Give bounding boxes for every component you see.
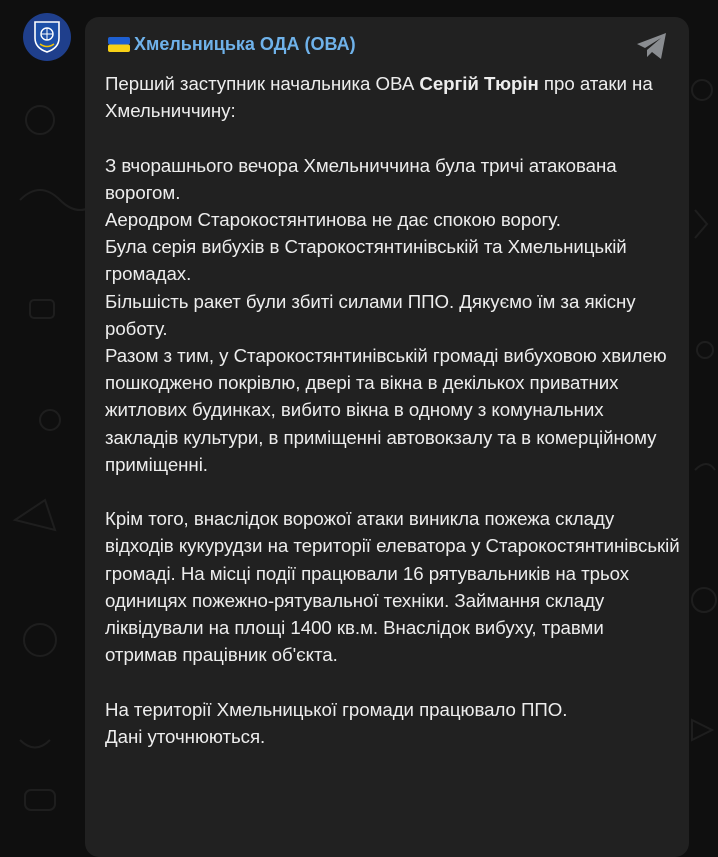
regional-emblem-icon xyxy=(32,20,62,54)
share-button[interactable] xyxy=(635,31,669,61)
message-paragraph: З вчорашнього вечора Хмельниччина була тричі атакована ворогом. xyxy=(105,154,617,203)
channel-avatar[interactable] xyxy=(23,13,71,61)
ukraine-flag-icon xyxy=(108,37,130,52)
message-bubble xyxy=(85,17,689,857)
message-paragraph: Аеродром Старокостянтинова не дає спокою ворогу. xyxy=(105,209,561,230)
message-intro: Перший заступник начальника ОВА Сергій Тюрін про атаки на Хмельниччину: xyxy=(105,73,653,122)
message-paragraph: Крім того, внаслідок ворожої атаки виникла пожежа складу відходів кукурудзи на території елеватора у Старокостянтинівській громаді. На місці події працювали 16 рятувальників на трьох одиницях пожежно-рятувальної техніки. Займання складу ліквідували на площі 1400 кв.м. Внаслідок вибуху, травми отримав працівник об'єкта. xyxy=(105,508,680,666)
message-paragraph: Дані уточнюються. xyxy=(105,725,266,747)
message-paragraph: Більшість ракет були збиті силами ППО. Дякуємо їм за якісну роботу. xyxy=(105,290,636,339)
message-paragraph: Разом з тим, у Старокостянтинівській громаді вибуховою хвилею пошкоджено покрівлю, двері та вікна в декількох приватних житлових будинках, вибито вікна в одному з комунальних закладів культури, в приміщенні автовокзалу та в комерційному приміщенні. xyxy=(105,345,667,475)
message-text xyxy=(105,70,680,750)
channel-name[interactable] xyxy=(108,34,356,55)
message-paragraph: Була серія вибухів в Старокостянтинівській та Хмельницькій громадах. xyxy=(105,236,627,285)
channel-title: Хмельницька ОДА (ОВА) xyxy=(134,34,356,54)
telegram-share-icon xyxy=(635,31,669,61)
message-paragraph: На території Хмельницької громади працювало ППО. xyxy=(105,698,568,720)
person-name: Сергій Тюрін xyxy=(419,73,539,94)
